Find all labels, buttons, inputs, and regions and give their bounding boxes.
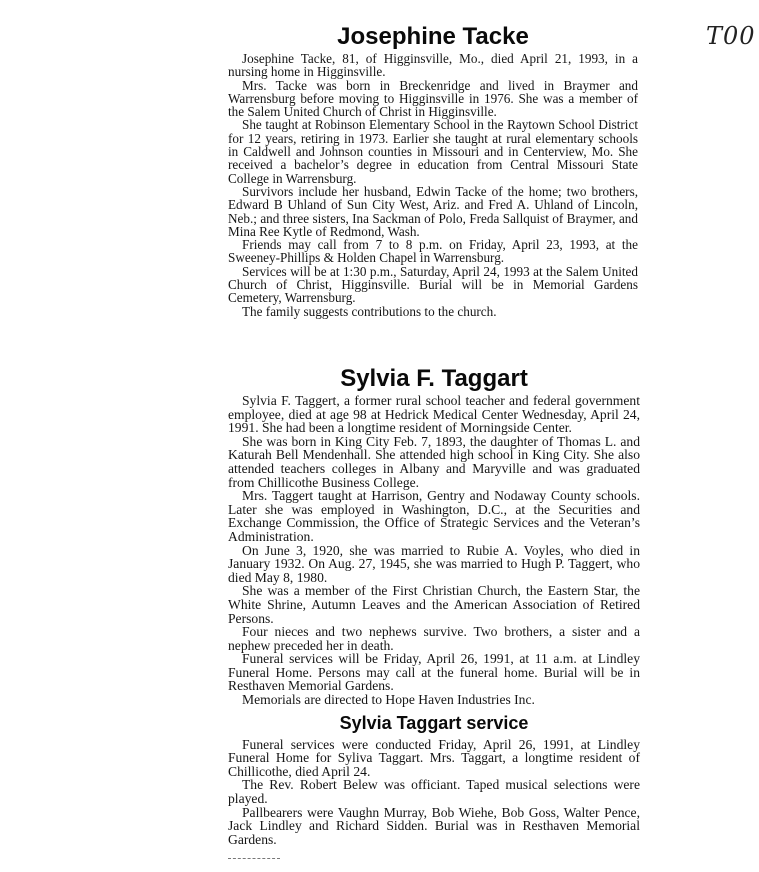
paragraph: Survivors include her husband, Edwin Tacke of the home; two brothers, Edward B Uhland of Sun City West, Ariz. and Fred A. Uhland of Lincoln, Neb.; and three sisters, Ina Sackman of Polo, Freda Sallquist of Braymer, and Mina Ree Kytle of Redmond, Wash.	[228, 183, 638, 239]
service-notice-body	[228, 738, 640, 847]
paragraph: Funeral services will be Friday, April 26, 1991, at 11 a.m. at Lindley Funeral Home. Persons may call at the funeral home. Burial will be in Resthaven Memorial Gardens.	[228, 651, 640, 694]
paragraph: She was born in King City Feb. 7, 1893, the daughter of Thomas L. and Katurah Bell Mendenhall. She attended high school in King City. She also attended teachers colleges in Albany and Maryville and was graduated from Chillicothe Business College.	[228, 433, 640, 490]
paragraph: Pallbearers were Vaughn Murray, Bob Wiehe, Bob Goss, Walter Pence, Jack Lindley and Richard Sidden. Burial was in Resthaven Memorial Gardens.	[228, 804, 640, 847]
paragraph: Services will be at 1:30 p.m., Saturday, April 24, 1993 at the Salem United Church of Christ, Higginsville. Burial will be in Memorial Gardens Cemetery, Warrensburg.	[228, 263, 638, 306]
paragraph: The family suggests contributions to the church.	[242, 303, 497, 319]
paragraph: Sylvia F. Taggert, a former rural school teacher and federal government employee, died at age 98 at Hedrick Medical Center Wednesday, April 24, 1991. She had been a longtime resident of Morningside Center.	[228, 393, 640, 436]
obituary-body	[228, 52, 638, 318]
paragraph: She was a member of the First Christian Church, the Eastern Star, the White Shrine, Autumn Leaves and the American Association of Retired Persons.	[228, 583, 640, 626]
paragraph: Josephine Tacke, 81, of Higginsville, Mo., died April 21, 1993, in a nursing home in Higginsville.	[228, 51, 638, 80]
service-notice-title: Sylvia Taggart service	[339, 712, 529, 733]
obituary-sylvia-taggart	[228, 364, 640, 846]
paragraph: The Rev. Robert Belew was officiant. Taped musical selections were played.	[228, 777, 640, 807]
paragraph: Friends may call from 7 to 8 p.m. on Friday, April 23, 1993, at the Sweeney-Phillips & Holden Chapel in Warrensburg.	[228, 237, 638, 266]
paragraph: Memorials are directed to Hope Haven Industries Inc.	[242, 692, 535, 708]
clipping-edge-mark	[228, 858, 280, 859]
obituary-body	[228, 394, 640, 707]
obituary-josephine-tacke	[228, 22, 638, 318]
paragraph: Mrs. Tacke was born in Breckenridge and lived in Braymer and Warrensburg before moving to Higginsville in 1976. She was a member of the Salem United Church of Christ in Higginsville.	[228, 77, 638, 120]
paragraph: Mrs. Taggert taught at Harrison, Gentry and Nodaway County schools. Later she was employed in Washington, D.C., at the Securities and Exchange Commission, the Office of Strategic Services and the Veteran’s Administration.	[228, 488, 640, 544]
paragraph: She taught at Robinson Elementary School in the Raytown School District for 12 years, retiring in 1973. Earlier she taught at rural elementary schools in Caldwell and Johnson counties in Missouri and in Centerview, Mo. She received a bachelor’s degree in education from Central Missouri State College in Warrensburg.	[228, 117, 638, 186]
paragraph: Four nieces and two nephews survive. Two brothers, a sister and a nephew preceded her in death.	[228, 624, 640, 653]
paragraph: Funeral services were conducted Friday, April 26, 1991, at Lindley Funeral Home for Syliva Taggart. Mrs. Taggart, a longtime resident of Chillicothe, died April 24.	[228, 736, 640, 779]
obituary-title: Josephine Tacke	[337, 23, 529, 50]
handwritten-note: T00	[706, 22, 756, 50]
paragraph: On June 3, 1920, she was married to Rubie A. Voyles, who died in January 1932. On Aug. 27, 1945, she was married to Hugh P. Taggert, who died May 8, 1980.	[228, 542, 640, 585]
obituary-title: Sylvia F. Taggart	[340, 365, 528, 392]
